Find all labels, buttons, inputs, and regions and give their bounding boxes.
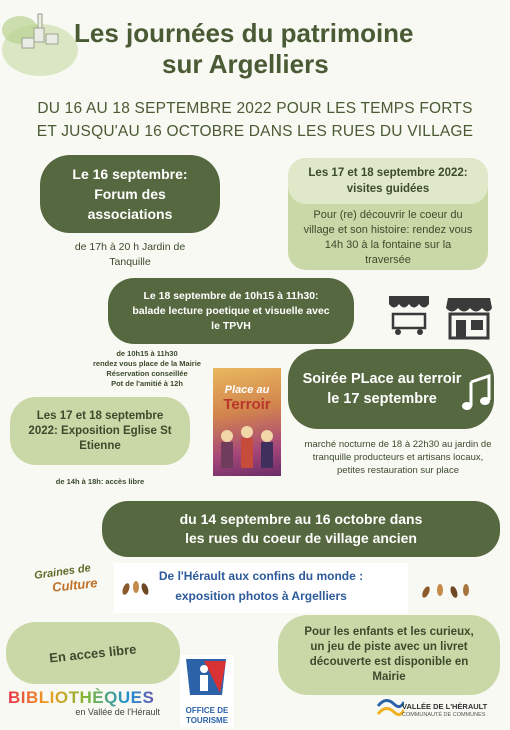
visites-title-pill <box>288 158 488 204</box>
acces-libre-badge <box>6 622 180 684</box>
soiree-title: Soirée PLace au terroir le 17 septembre <box>302 371 462 407</box>
page-title-line2: sur Argelliers <box>162 49 329 79</box>
page-title-line1: Les journées du patrimoine <box>74 18 414 48</box>
village-illustration <box>0 0 80 80</box>
market-stall-icon <box>386 292 432 343</box>
bibliotheques-subtitle: en Vallée de l'Hérault <box>75 707 160 717</box>
graines-de-culture-logo <box>33 562 106 607</box>
photos-line1: De l'Hérault aux confins du monde : <box>158 569 364 583</box>
graines-line2: Culture <box>51 575 99 595</box>
tourisme-i-icon <box>180 655 234 701</box>
rues-line1: du 14 septembre au 16 octobre dans <box>179 511 423 527</box>
balade-detail-booking: Réservation conseillée <box>106 369 188 378</box>
expo-title: Les 17 et 18 septembre 2022: Exposition Eglise St Etienne <box>28 409 172 452</box>
visites-title: Les 17 et 18 septembre 2022: visites guidées <box>308 167 468 195</box>
balade-detail-drink: Pot de l'amitié à 12h <box>111 379 183 388</box>
date-subtitle-line2: ET JUSQU'AU 16 OCTOBRE DANS LES RUES DU VILLAGE <box>36 123 474 140</box>
balade-title-box <box>108 278 354 344</box>
balade-detail-meeting: rendez vous place de la Mairie <box>93 359 201 368</box>
forum-details: de 17h à 20 h Jardin de Tanquille <box>74 241 186 268</box>
visites-details: Pour (re) découvrir le coeur du village et son histoire: rendez vous 14h 30 à la fontaine sur la traversée <box>303 209 473 266</box>
music-notes-icon <box>461 374 495 419</box>
bibliotheques-logo <box>8 688 168 728</box>
forum-title: Le 16 septembre: Forum des associations <box>72 166 188 222</box>
photos-line2: exposition photos à Argelliers <box>175 589 347 603</box>
balade-title: Le 18 septembre de 10h15 à 11h30: balade lecture poetique et visuelle avec le TPVH <box>132 289 330 332</box>
bibliotheques-wordmark: BIBLIOTHÈQUES <box>8 688 168 708</box>
expo-details: de 14h à 18h: accès libre <box>55 477 145 486</box>
rues-box <box>102 501 500 557</box>
shop-front-icon <box>444 292 494 347</box>
place-au-terroir-poster <box>213 368 281 476</box>
vallee-line2: COMMUNAUTÉ DE COMMUNES <box>402 712 486 718</box>
enfants-box <box>278 615 500 695</box>
enfants-text: Pour les enfants et les curieux, un jeu de piste avec un livret découverte est disponible en Mairie <box>304 626 474 683</box>
office-line1: OFFICE DE <box>185 706 229 715</box>
balade-details <box>82 349 212 389</box>
vallee-wave-icon <box>376 694 404 724</box>
acces-libre-label: En acces libre <box>48 640 138 666</box>
rues-line2: les rues du coeur de village ancien <box>185 530 417 546</box>
office-de-tourisme-logo <box>180 655 234 727</box>
balade-detail-time: de 10h15 à 11h30 <box>116 349 178 358</box>
expo-title-box <box>10 397 190 465</box>
forum-title-box <box>40 155 220 233</box>
poster-title-line2: Terroir <box>223 396 271 413</box>
office-line2: TOURISME <box>185 716 229 725</box>
date-subtitle-line1: DU 16 AU 18 SEPTEMBRE 2022 POUR LES TEMPS FORTS <box>37 100 473 117</box>
vallee-herault-logo <box>376 694 506 728</box>
vallee-line1: VALLÉE DE L'HÉRAULT <box>402 702 488 711</box>
graines-line1: Graines de <box>33 562 92 582</box>
expo-photos-banner <box>114 563 408 613</box>
soiree-details: marché nocturne de 18 à 22h30 au jardin de tranquille producteurs et artisans locaux, petites restauration sur place <box>304 439 492 476</box>
seed-decoration-right <box>418 578 474 609</box>
poster-title-line1: Place au <box>224 384 270 396</box>
visites-box <box>288 158 488 270</box>
